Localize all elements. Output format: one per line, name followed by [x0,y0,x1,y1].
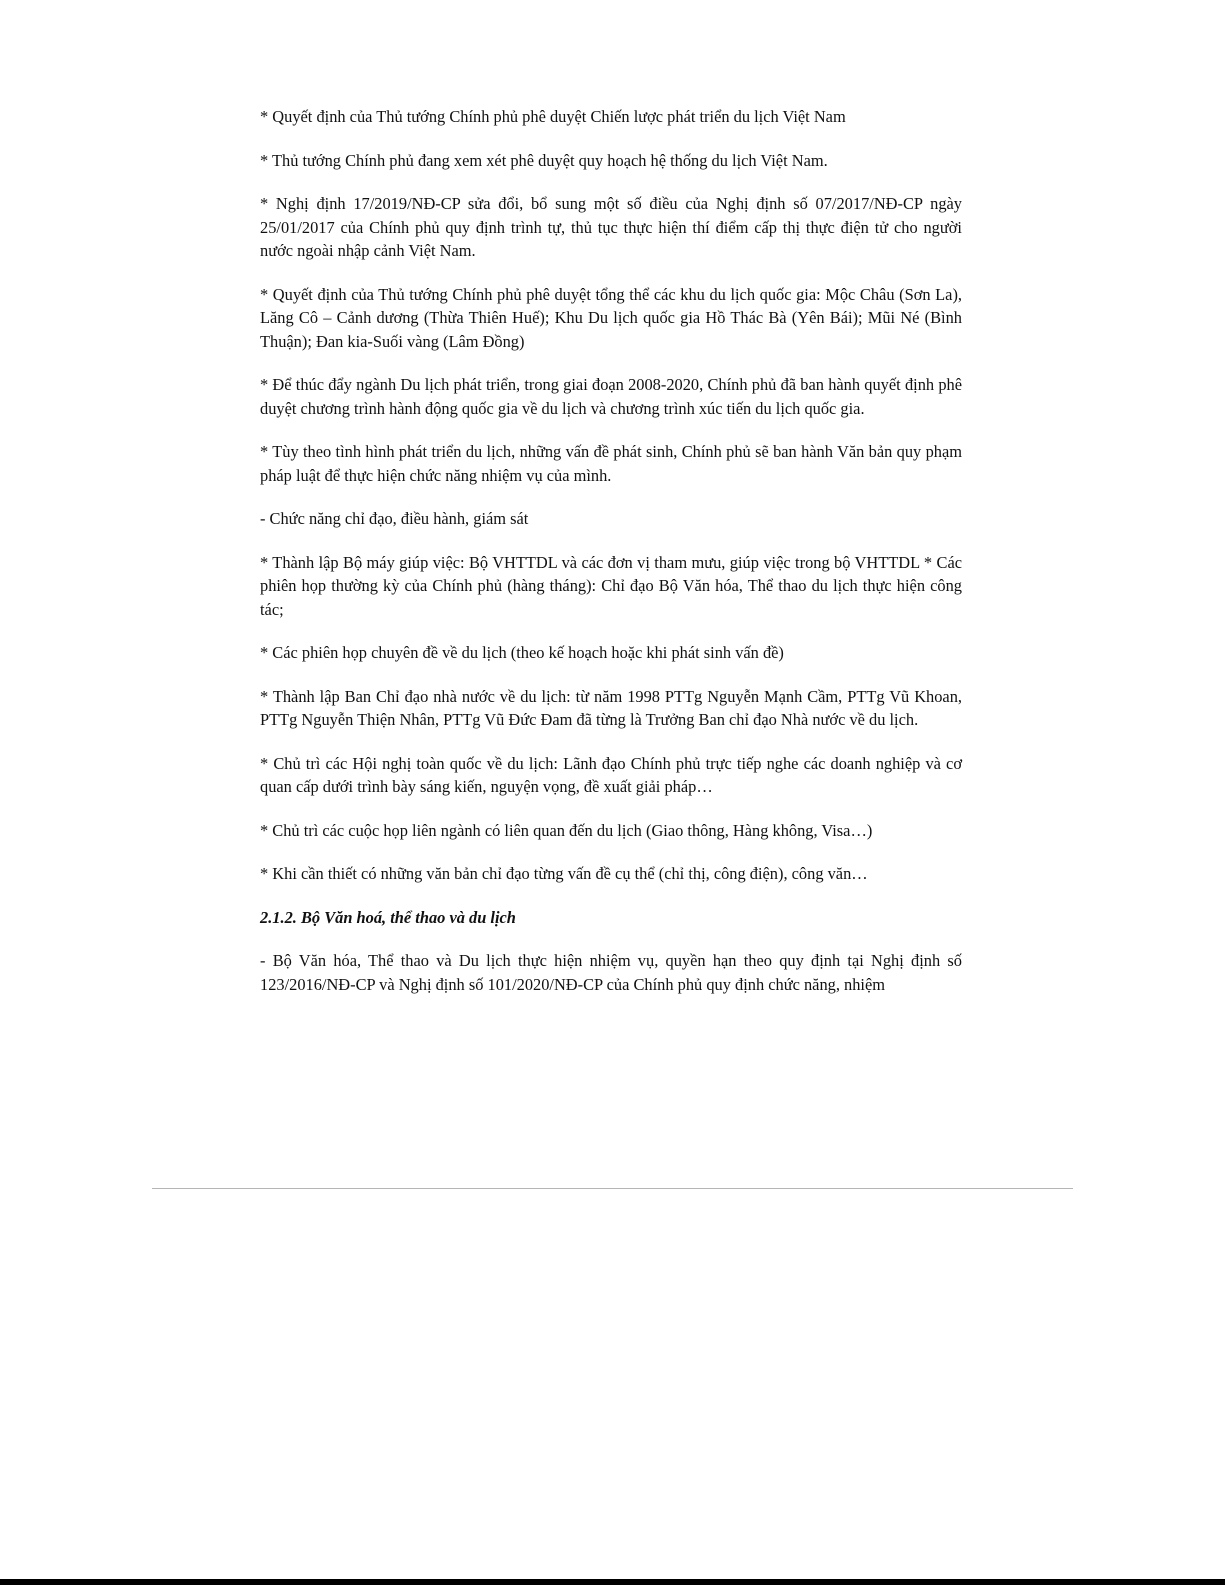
paragraph-planning-review: * Thủ tướng Chính phủ đang xem xét phê duyệt quy hoạch hệ thống du lịch Việt Nam. [260,150,828,170]
paragraph-national-conferences: * Chủ trì các Hội nghị toàn quốc về du lịch: Lãnh đạo Chính phủ trực tiếp nghe các doanh nghiệp và cơ quan cấp dưới trình bày sáng kiến, nguyện vọng, đề xuất giải pháp… [260,753,962,796]
document-body [260,105,962,1016]
paragraph-directive-documents: * Khi cần thiết có những văn bản chỉ đạo từng vấn đề cụ thể (chỉ thị, công điện), công văn… [260,864,868,883]
paragraph-action-program: * Để thúc đẩy ngành Du lịch phát triển, trong giai đoạn 2008-2020, Chính phủ đã ban hành quyết định phê duyệt chương trình hành động quốc gia về du lịch và chương trình xúc tiến du lịch quốc gia. [260,375,962,418]
paragraph-ministry-duties: - Bộ Văn hóa, Thể thao và Du lịch thực hiện nhiệm vụ, quyền hạn theo quy định tại Nghị định số 123/2016/NĐ-CP và Nghị định số 101/2020/NĐ-CP của Chính phủ quy định chức năng, nhiệm [260,951,962,994]
paragraph-strategy-decision: * Quyết định của Thủ tướng Chính phủ phê duyệt Chiến lược phát triển du lịch Việt Nam [260,107,846,126]
page-divider [152,1188,1073,1189]
paragraph-support-apparatus: * Thành lập Bộ máy giúp việc: Bộ VHTTDL và các đơn vị tham mưu, giúp việc trong bộ VHTTDL * Các phiên họp thường kỳ của Chính phủ (hàng tháng): Chỉ đạo Bộ Văn hóa, Thể thao du lịch thực hiện công tác; [260,552,962,619]
paragraph-direction-function: - Chức năng chỉ đạo, điều hành, giám sát [260,509,529,528]
page-bottom-edge [0,1579,1225,1585]
paragraph-interagency-meetings: * Chủ trì các cuộc họp liên ngành có liên quan đến du lịch (Giao thông, Hàng không, Visa…) [260,820,873,840]
paragraph-decree-17-2019: * Nghị định 17/2019/NĐ-CP sửa đổi, bổ sung một số điều của Nghị định số 07/2017/NĐ-CP ngày 25/01/2017 của Chính phủ quy định trình tự, thủ tục thực hiện thí điểm cấp thị thực điện tử cho người nước ngoài nhập cảnh Việt Nam. [260,194,962,260]
paragraph-thematic-meetings: * Các phiên họp chuyên đề về du lịch (theo kế hoạch hoặc khi phát sinh vấn đề) [260,643,784,662]
paragraph-steering-committee: * Thành lập Ban Chỉ đạo nhà nước về du lịch: từ năm 1998 PTTg Nguyễn Mạnh Cầm, PTTg Vũ Khoan, PTTg Nguyễn Thiện Nhân, PTTg Vũ Đức Đam đã từng là Trưởng Ban chỉ đạo Nhà nước về du lịch. [260,686,962,729]
section-heading-ministry: 2.1.2. Bộ Văn hoá, thể thao và du lịch [260,907,516,927]
paragraph-legal-documents: * Tùy theo tình hình phát triển du lịch, những vấn đề phát sinh, Chính phủ sẽ ban hành Văn bản quy phạm pháp luật để thực hiện chức năng nhiệm vụ của mình. [260,442,962,485]
paragraph-national-tourism-areas: * Quyết định của Thủ tướng Chính phủ phê duyệt tổng thể các khu du lịch quốc gia: Mộc Châu (Sơn La), Lăng Cô – Cảnh dương (Thừa Thiên Huế); Khu Du lịch quốc gia Hồ Thác Bà (Yên Bái); Mũi Né (Bình Thuận); Đan kia-Suối vàng (Lâm Đồng) [260,284,962,351]
